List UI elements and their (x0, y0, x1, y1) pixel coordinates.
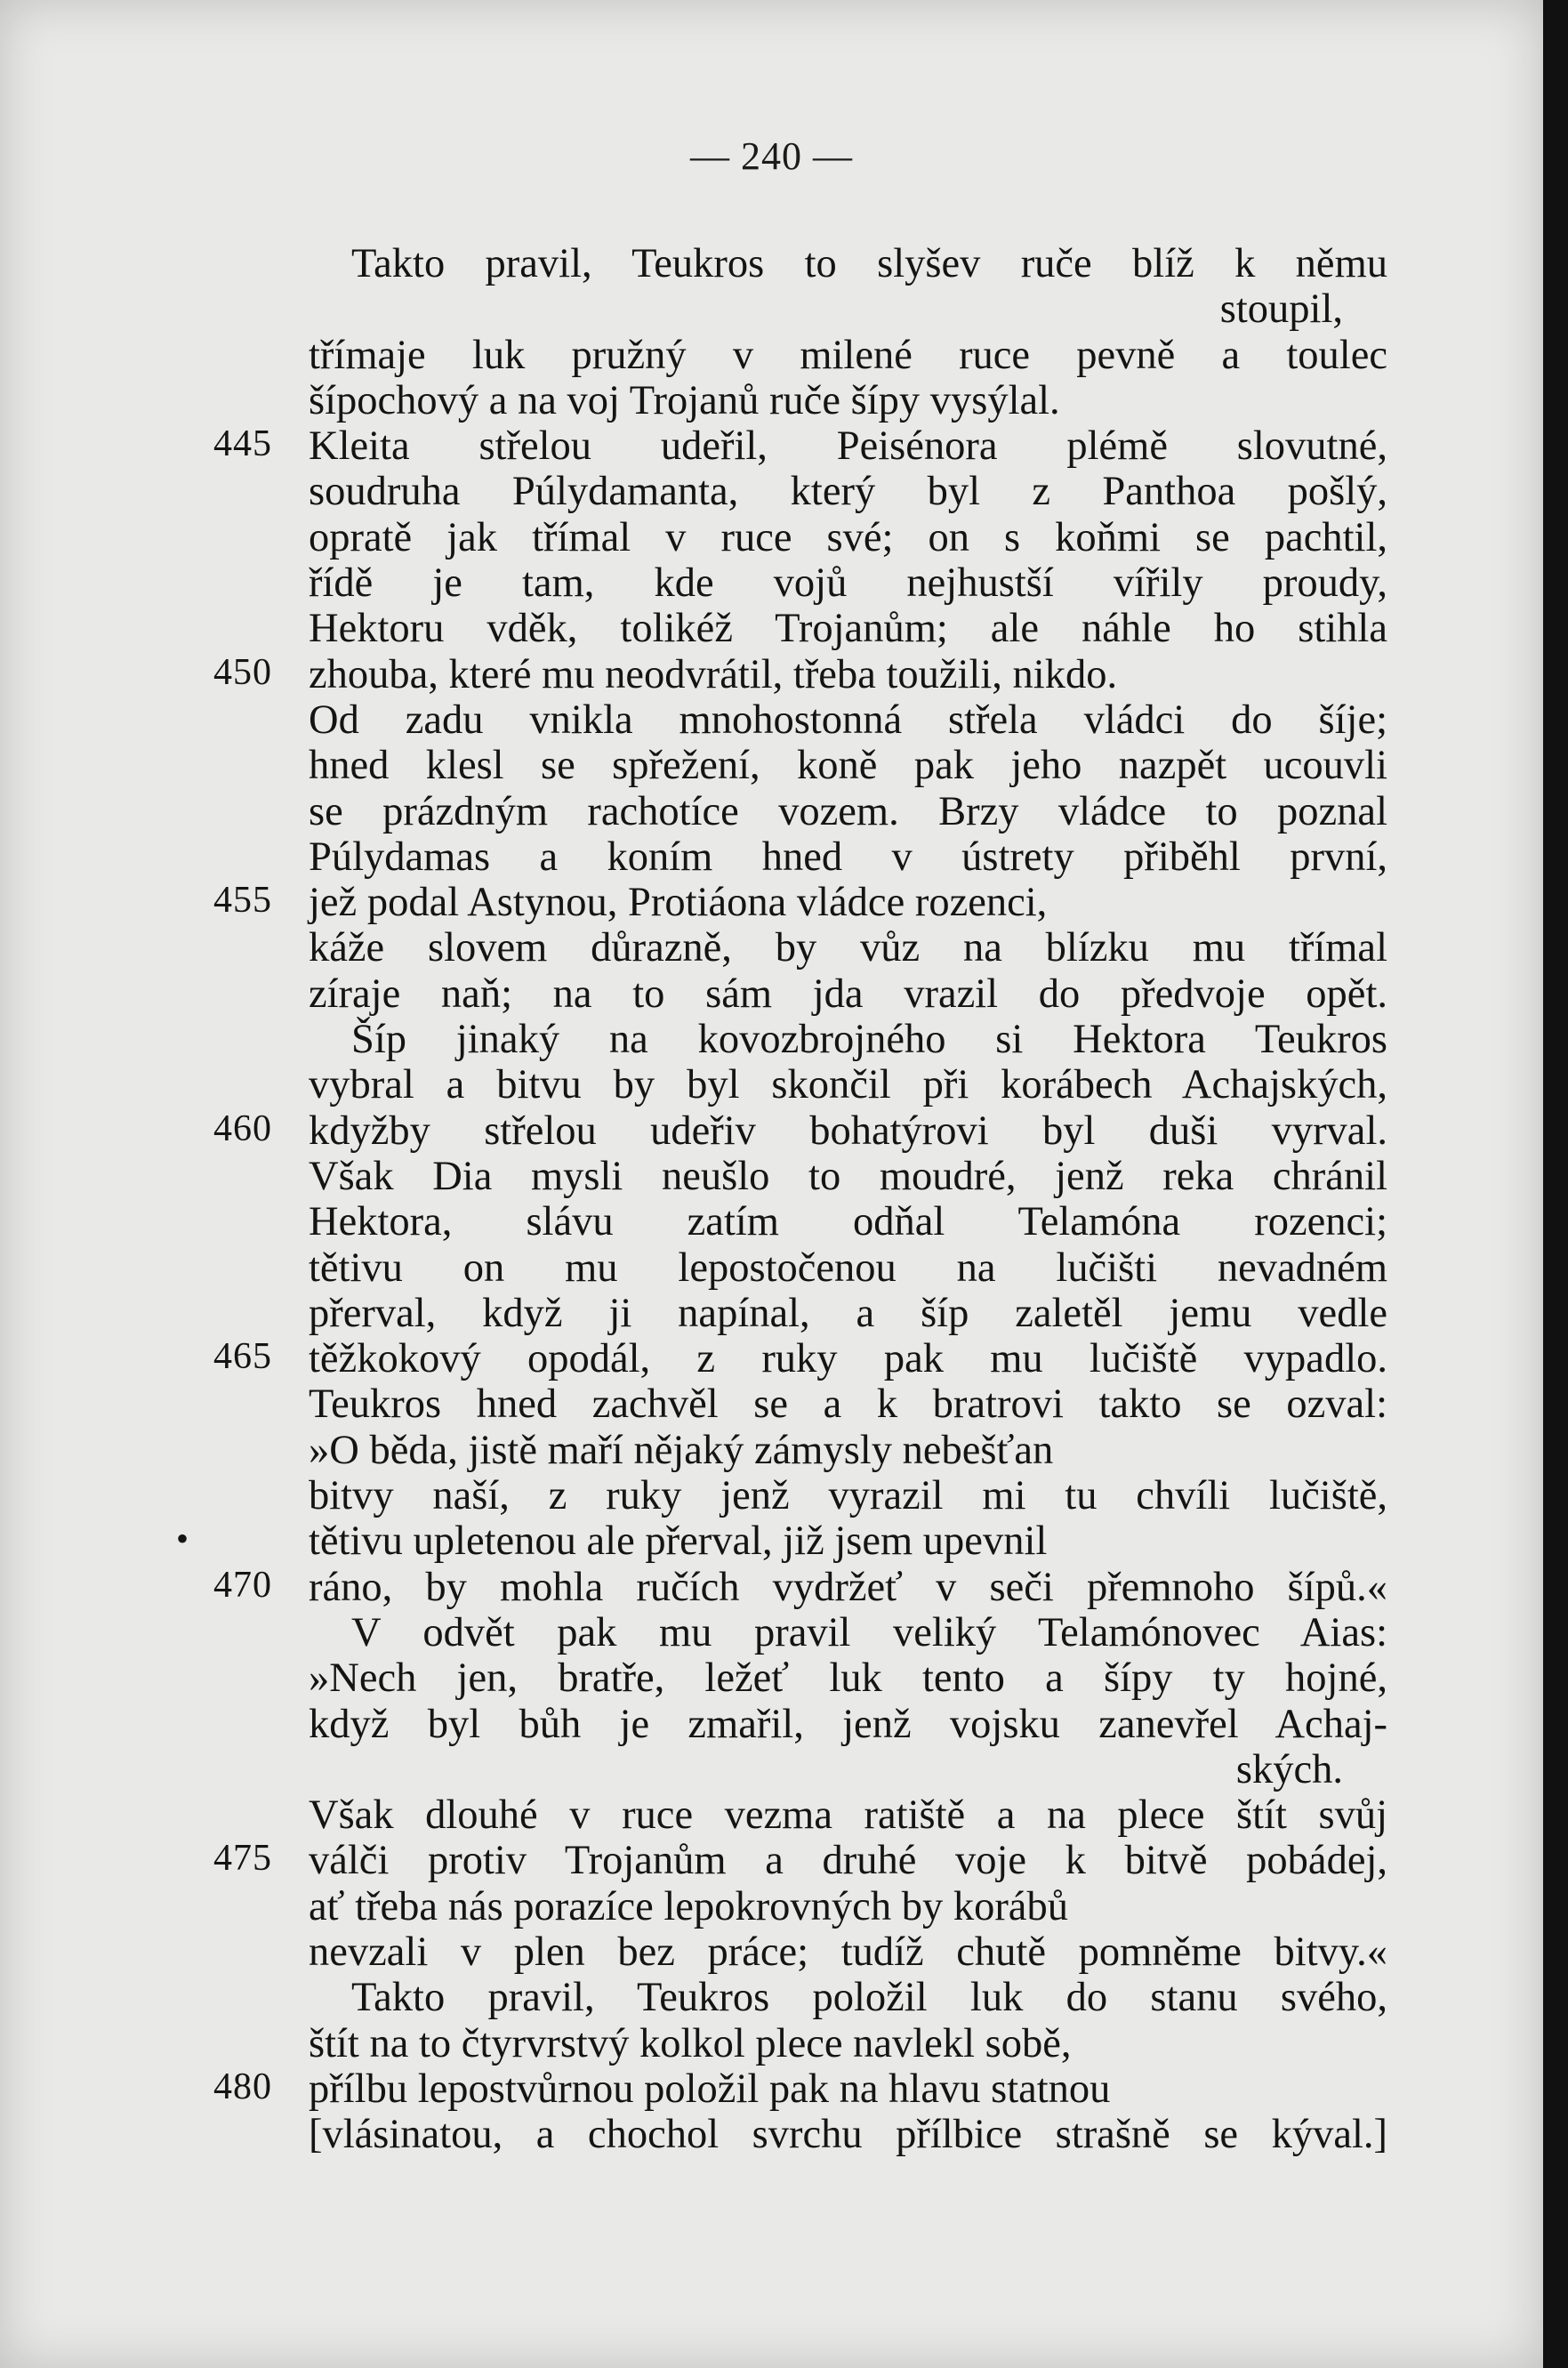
verse-block (0, 240, 1543, 2156)
verse-line (0, 1974, 1543, 2019)
verse-text: káže slovem důrazně, by vůz na blízku mu třímal (309, 925, 1387, 971)
verse-line (0, 1518, 1543, 1563)
verse-text: Šíp jinaký na kovozbrojného si Hektora Teukros (351, 1017, 1387, 1063)
verse-text: Púlydamas a koním hned v ústrety přiběhl první, (309, 834, 1387, 880)
line-number: 450 (213, 651, 272, 693)
verse-text: bitvy naší, z ruky jenž vyrazil mi tu chvíli lučiště, (309, 1473, 1387, 1519)
verse-line (0, 1929, 1543, 1974)
verse-text: kdyžby střelou udeřiv bohatýrovi byl duši vyrval. (309, 1107, 1387, 1154)
verse-text: opratě jak třímal v ruce své; on s koňmi se pachtil, (309, 514, 1387, 560)
verse-text: V odvět pak mu pravil veliký Telamónovec Aias: (351, 1609, 1387, 1655)
verse-text: Však dlouhé v ruce vezma ratiště a na plece štít svůj (309, 1792, 1387, 1839)
verse-line (0, 1016, 1543, 1061)
verse-line (0, 879, 1543, 924)
verse-line (0, 788, 1543, 834)
verse-text: řídě je tam, kde vojů nejhustší vířily proudy, (309, 560, 1387, 607)
verse-line (0, 1564, 1543, 1609)
verse-line (0, 1061, 1543, 1107)
verse-line (0, 1244, 1543, 1290)
verse-text: zhouba, které mu neodvrátil, třeba toužili, nikdo. (309, 651, 1118, 697)
verse-text: když byl bůh je zmařil, jenž vojsku zanevřel Achaj- (309, 1701, 1387, 1747)
verse-text: Takto pravil, Teukros položil luk do stanu svého, (351, 1975, 1387, 2021)
verse-line (0, 1335, 1543, 1381)
verse-text: Hektoru vděk, tolikéž Trojanům; ale náhle ho stihla (309, 606, 1387, 652)
verse-text: [vlásinatou, a chochol svrchu přílbice strašně se kýval.] (309, 2112, 1387, 2158)
line-number: 480 (213, 2066, 272, 2107)
verse-line (0, 834, 1543, 879)
verse-line (0, 924, 1543, 970)
page-number: — 240 — (690, 134, 853, 178)
verse-text: ráno, by mohla ručích vydržeť v seči přemnoho šípů.« (309, 1564, 1387, 1610)
verse-line (0, 1381, 1543, 1426)
verse-line (0, 560, 1543, 605)
verse-line (0, 1837, 1543, 1882)
verse-text: nevzali v plen bez práce; tudíž chutě pomněme bitvy.« (309, 1929, 1387, 1975)
verse-line (0, 1153, 1543, 1198)
verse-line (0, 240, 1543, 286)
verse-line (0, 971, 1543, 1016)
verse-line (0, 742, 1543, 787)
verse-text: Hektora, slávu zatím odňal Telamóna rozenci; (309, 1199, 1387, 1245)
verse-text: hned klesl se spřežení, koně pak jeho nazpět ucouvli (309, 743, 1387, 789)
verse-line (0, 651, 1543, 697)
verse-line (0, 1198, 1543, 1244)
line-number: 445 (213, 423, 272, 465)
verse-line (0, 1883, 1543, 1929)
verse-text: šípochový a na voj Trojanů ruče šípy vysýlal. (309, 377, 1060, 423)
line-number: 455 (213, 880, 272, 922)
verse-text: stoupil, (1219, 286, 1343, 333)
verse-text: tětivu upletenou ale přerval, již jsem upevnil (309, 1518, 1048, 1565)
verse-text: přerval, když ji napínal, a šíp zaletěl jemu vedle (309, 1290, 1387, 1336)
verse-line (0, 423, 1543, 468)
verse-text: se prázdným rachotíce vozem. Brzy vládce to poznal (309, 788, 1387, 834)
verse-text: válči protiv Trojanům a druhé voje k bitvě pobádej, (309, 1838, 1387, 1884)
verse-text: ať třeba nás porazíce lepokrovných by korábů (309, 1883, 1068, 1929)
verse-line (0, 332, 1543, 377)
verse-line (0, 2066, 1543, 2111)
verse-line (0, 468, 1543, 513)
verse-text: tětivu on mu lepostočenou na lučišti nevadném (309, 1244, 1387, 1291)
verse-text: vybral a bitvu by byl skončil při korábech Achajských, (309, 1062, 1387, 1108)
page-edge (1543, 0, 1568, 2368)
verse-text: »Nech jen, bratře, ležeť luk tento a šípy ty hojné, (309, 1655, 1387, 1702)
verse-line (0, 1427, 1543, 1472)
verse-text: Od zadu vnikla mnohostonná střela vládci do šíje; (309, 697, 1387, 743)
verse-line (0, 2020, 1543, 2066)
verse-text: třímaje luk pružný v milené ruce pevně a toulec (309, 332, 1387, 378)
line-number: 465 (213, 1336, 272, 1378)
verse-text: »O běda, jistě maří nějaký zámysly nebešťan (309, 1427, 1054, 1473)
verse-line (0, 1746, 1543, 1792)
verse-text: jež podal Astynou, Protiáona vládce rozenci, (309, 880, 1048, 926)
verse-line (0, 1701, 1543, 1746)
verse-text: ských. (1235, 1746, 1343, 1792)
verse-line (0, 377, 1543, 423)
margin-dot: • (176, 1518, 189, 1559)
verse-text: Takto pravil, Teukros to slyšev ruče blíž k němu (351, 241, 1387, 286)
verse-line (0, 286, 1543, 331)
verse-text: štít na to čtyrvrstvý kolkol plece navlekl sobě, (309, 2020, 1072, 2066)
verse-text: těžkokový opodál, z ruky pak mu lučiště vypadlo. (309, 1336, 1387, 1382)
line-number: 460 (213, 1107, 272, 1149)
verse-line (0, 697, 1543, 742)
line-number: 475 (213, 1838, 272, 1880)
verse-line (0, 1107, 1543, 1153)
verse-line (0, 1472, 1543, 1518)
verse-text: Však Dia mysli neušlo to moudré, jenž reka chránil (309, 1153, 1387, 1199)
verse-text: zíraje naň; na to sám jda vrazil do předvoje opět. (309, 971, 1387, 1017)
line-number: 470 (213, 1564, 272, 1606)
verse-line (0, 1609, 1543, 1655)
verse-text: soudruha Púlydamanta, který byl z Panthoa pošlý, (309, 469, 1387, 515)
verse-line (0, 2111, 1543, 2156)
verse-line (0, 605, 1543, 650)
verse-text: Teukros hned zachvěl se a k bratrovi takto se ozval: (309, 1381, 1387, 1428)
verse-text: Kleita střelou udeřil, Peisénora plémě slovutné, (309, 423, 1387, 470)
verse-line (0, 1792, 1543, 1837)
verse-line (0, 1290, 1543, 1335)
verse-text: přílbu lepostvůrnou položil pak na hlavu statnou (309, 2066, 1111, 2112)
verse-line (0, 514, 1543, 560)
verse-line (0, 1655, 1543, 1700)
